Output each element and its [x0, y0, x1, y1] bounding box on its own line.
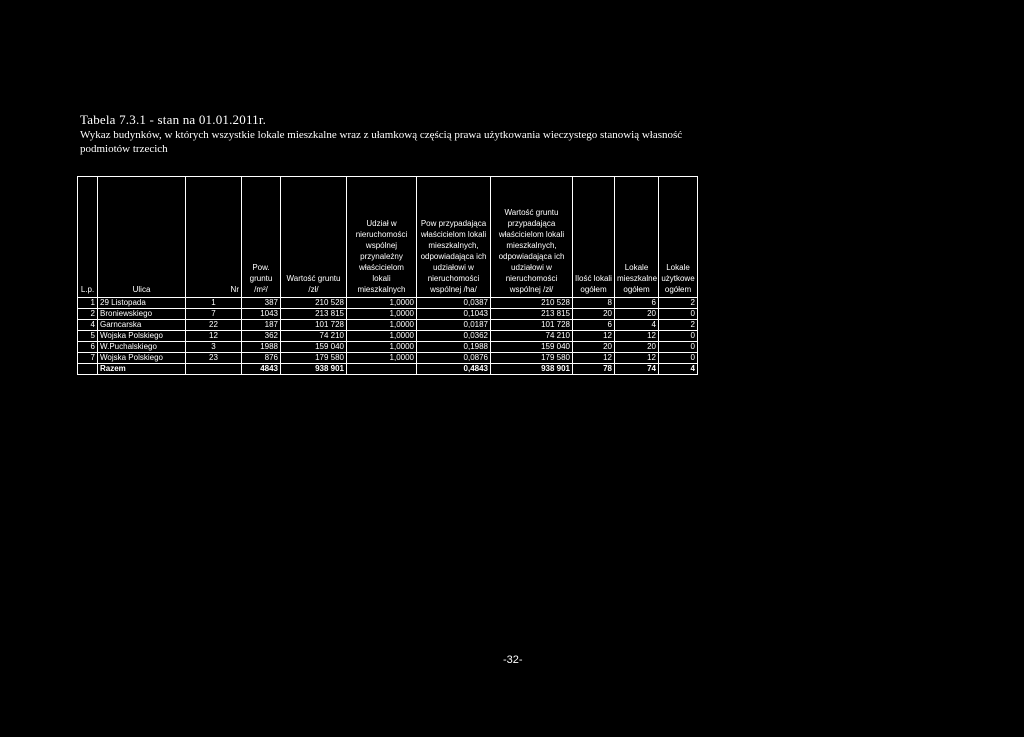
cell-pow-ha: 0,1043 — [417, 309, 491, 320]
col-header-lokale-mieszkalne: Lokale mieszkalne ogółem — [615, 177, 659, 298]
cell-lokale-uzytkowe: 2 — [659, 298, 698, 309]
cell-wartosc-udzial: 74 210 — [491, 331, 573, 342]
table-row — [78, 353, 698, 364]
cell-lokale-uzytkowe: 0 — [659, 353, 698, 364]
cell-pow-gruntu: 187 — [242, 320, 281, 331]
cell-lokale-mieszkalne: 4 — [615, 320, 659, 331]
cell-wartosc-gruntu: 101 728 — [281, 320, 347, 331]
cell-ilosc-lokali: 12 — [573, 353, 615, 364]
cell-lp: 2 — [78, 309, 98, 320]
cell-wartosc-gruntu: 159 040 — [281, 342, 347, 353]
col-header-wartosc-przypadajaca: Wartość gruntu przypadająca właścicielom lokali mieszkalnych, odpowiadająca ich udziałowi w nieruchomości wspólnej /zł/ — [491, 177, 573, 298]
cell-pow-ha: 0,0387 — [417, 298, 491, 309]
total-uzytkowe: 4 — [659, 364, 698, 375]
total-wartosc: 938 901 — [281, 364, 347, 375]
cell-lokale-uzytkowe: 2 — [659, 320, 698, 331]
cell-ulica: Wojska Polskiego — [98, 331, 186, 342]
table-row — [78, 309, 698, 320]
cell-ulica: Garncarska — [98, 320, 186, 331]
cell-ilosc-lokali: 12 — [573, 331, 615, 342]
cell-wartosc-gruntu: 74 210 — [281, 331, 347, 342]
cell-lokale-mieszkalne: 6 — [615, 298, 659, 309]
cell-lokale-mieszkalne: 20 — [615, 309, 659, 320]
cell-lp: 1 — [78, 298, 98, 309]
cell-pow-gruntu: 1988 — [242, 342, 281, 353]
cell-pow-ha: 0,0187 — [417, 320, 491, 331]
table-body — [78, 298, 698, 375]
total-nr — [186, 364, 242, 375]
cell-lp: 4 — [78, 320, 98, 331]
cell-ulica: 29 Listopada — [98, 298, 186, 309]
cell-nr: 12 — [186, 331, 242, 342]
total-label: Razem — [98, 364, 186, 375]
col-header-lokale-uzytkowe: Lokale użytkowe ogółem — [659, 177, 698, 298]
total-pow-ha: 0,4843 — [417, 364, 491, 375]
col-header-pow-gruntu: Pow. gruntu /m²/ — [242, 177, 281, 298]
cell-pow-gruntu: 387 — [242, 298, 281, 309]
table-row — [78, 342, 698, 353]
cell-lokale-uzytkowe: 0 — [659, 309, 698, 320]
cell-pow-gruntu: 1043 — [242, 309, 281, 320]
cell-nr: 3 — [186, 342, 242, 353]
col-header-nr: Nr — [186, 177, 242, 298]
cell-ulica: Broniewskiego — [98, 309, 186, 320]
cell-lokale-mieszkalne: 20 — [615, 342, 659, 353]
cell-pow-ha: 0,1988 — [417, 342, 491, 353]
cell-nr: 22 — [186, 320, 242, 331]
cell-wartosc-gruntu: 210 528 — [281, 298, 347, 309]
cell-lokale-mieszkalne: 12 — [615, 353, 659, 364]
cell-nr: 23 — [186, 353, 242, 364]
cell-lp: 5 — [78, 331, 98, 342]
page-number: -32- — [503, 654, 523, 666]
table-total-row — [78, 364, 698, 375]
cell-lp: 7 — [78, 353, 98, 364]
cell-pow-gruntu: 362 — [242, 331, 281, 342]
table-header-row — [78, 177, 698, 298]
col-header-lp: L.p. — [78, 177, 98, 298]
col-header-wartosc-gruntu: Wartość gruntu /zł/ — [281, 177, 347, 298]
cell-pow-gruntu: 876 — [242, 353, 281, 364]
cell-ulica: Wojska Polskiego — [98, 353, 186, 364]
table-row — [78, 320, 698, 331]
cell-udzial: 1,0000 — [347, 353, 417, 364]
cell-udzial: 1,0000 — [347, 331, 417, 342]
total-lp — [78, 364, 98, 375]
page-title: Tabela 7.3.1 - stan na 01.01.2011r. — [80, 112, 267, 127]
cell-pow-ha: 0,0362 — [417, 331, 491, 342]
table-row — [78, 298, 698, 309]
buildings-table-container — [77, 176, 698, 375]
table-row — [78, 331, 698, 342]
page-subtitle: Wykaz budynków, w których wszystkie lokale mieszkalne wraz z ułamkową częścią prawa użytkowania wieczystego stanowią własność podmiotów trzecich — [80, 129, 683, 155]
cell-udzial: 1,0000 — [347, 298, 417, 309]
cell-ilosc-lokali: 8 — [573, 298, 615, 309]
cell-wartosc-udzial: 179 580 — [491, 353, 573, 364]
cell-wartosc-udzial: 213 815 — [491, 309, 573, 320]
cell-pow-ha: 0,0876 — [417, 353, 491, 364]
col-header-ulica: Ulica — [98, 177, 186, 298]
total-udzial — [347, 364, 417, 375]
cell-wartosc-udzial: 159 040 — [491, 342, 573, 353]
buildings-table — [77, 176, 698, 375]
total-mieszkalne: 74 — [615, 364, 659, 375]
cell-wartosc-udzial: 101 728 — [491, 320, 573, 331]
cell-ilosc-lokali: 20 — [573, 342, 615, 353]
cell-udzial: 1,0000 — [347, 309, 417, 320]
cell-wartosc-gruntu: 179 580 — [281, 353, 347, 364]
col-header-pow-przypadajaca: Pow przypadająca właścicielom lokali mieszkalnych, odpowiadająca ich udziałowi w nieruchomości wspólnej /ha/ — [417, 177, 491, 298]
cell-nr: 7 — [186, 309, 242, 320]
cell-udzial: 1,0000 — [347, 342, 417, 353]
cell-ulica: W.Puchalskiego — [98, 342, 186, 353]
total-ilosc: 78 — [573, 364, 615, 375]
cell-ilosc-lokali: 6 — [573, 320, 615, 331]
cell-wartosc-gruntu: 213 815 — [281, 309, 347, 320]
total-pow: 4843 — [242, 364, 281, 375]
total-wartosc-udzial: 938 901 — [491, 364, 573, 375]
cell-lokale-uzytkowe: 0 — [659, 342, 698, 353]
cell-ilosc-lokali: 20 — [573, 309, 615, 320]
cell-lokale-uzytkowe: 0 — [659, 331, 698, 342]
cell-wartosc-udzial: 210 528 — [491, 298, 573, 309]
cell-lokale-mieszkalne: 12 — [615, 331, 659, 342]
col-header-ilosc-lokali: Ilość lokali ogółem — [573, 177, 615, 298]
col-header-udzial: Udział w nieruchomości wspólnej przynależny właścicielom lokali mieszkalnych — [347, 177, 417, 298]
cell-udzial: 1,0000 — [347, 320, 417, 331]
cell-lp: 6 — [78, 342, 98, 353]
cell-nr: 1 — [186, 298, 242, 309]
